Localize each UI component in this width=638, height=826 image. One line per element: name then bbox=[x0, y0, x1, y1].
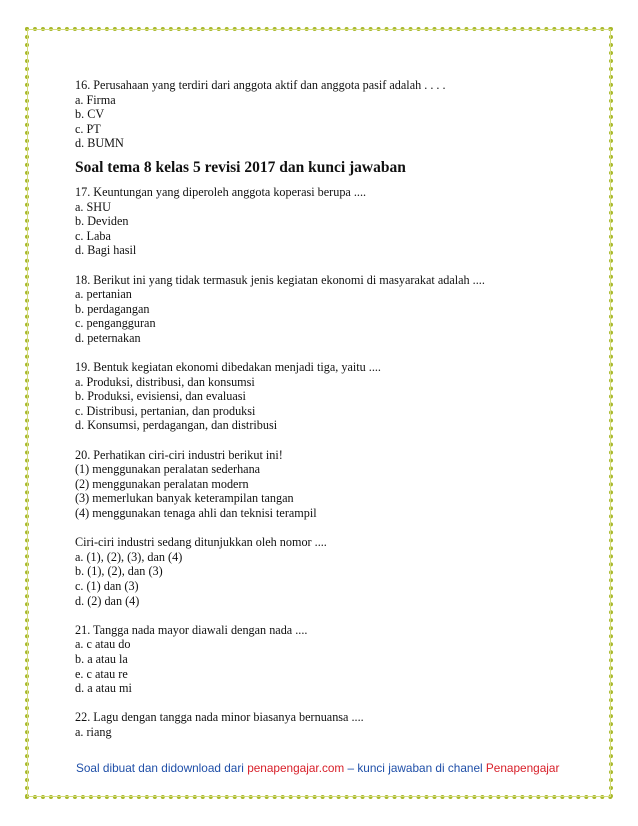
question-text: 21. Tangga nada mayor diawali dengan nada .... bbox=[75, 622, 308, 637]
answer-option: d. BUMN bbox=[75, 136, 124, 151]
question-text: 22. Lagu dengan tangga nada minor biasanya bernuansa .... bbox=[75, 710, 364, 725]
answer-option: c. Laba bbox=[75, 228, 111, 243]
question-text: 19. Bentuk kegiatan ekonomi dibedakan menjadi tiga, yaitu .... bbox=[75, 360, 381, 375]
answer-option: a. pertanian bbox=[75, 287, 132, 302]
answer-option: a. SHU bbox=[75, 199, 111, 214]
answer-option: b. Produksi, evisiensi, dan evaluasi bbox=[75, 389, 246, 404]
question-block bbox=[75, 535, 575, 608]
footer-channel-link[interactable]: Penapengajar bbox=[485, 761, 560, 775]
answer-option: d. Bagi hasil bbox=[75, 243, 137, 258]
answer-option: b. CV bbox=[75, 107, 105, 122]
question-block bbox=[75, 185, 575, 258]
question-block bbox=[75, 710, 575, 739]
answer-option: b. perdagangan bbox=[75, 301, 150, 316]
answer-option: c. pengangguran bbox=[75, 316, 156, 331]
answer-option: c. PT bbox=[75, 121, 101, 136]
question-block bbox=[75, 78, 575, 151]
question-text: 16. Perusahaan yang terdiri dari anggota aktif dan anggota pasif adalah . . . . bbox=[75, 78, 446, 92]
spacer bbox=[75, 521, 575, 536]
question-text: 18. Berikut ini yang tidak termasuk jenis kegiatan ekonomi di masyarakat adalah .... bbox=[75, 272, 485, 287]
answer-option: a. c atau do bbox=[75, 637, 131, 652]
answer-option: d. (2) dan (4) bbox=[75, 593, 140, 608]
question-text: Ciri-ciri industri sedang ditunjukkan oleh nomor .... bbox=[75, 535, 327, 550]
footer-site-link[interactable]: penapengajar.com bbox=[247, 761, 345, 775]
spacer bbox=[75, 608, 575, 623]
answer-option: (3) memerlukan banyak keterampilan tangan bbox=[75, 491, 294, 506]
answer-option: e. c atau re bbox=[75, 666, 128, 681]
answer-option: b. a atau la bbox=[75, 651, 128, 666]
answer-option: (2) menggunakan peralatan modern bbox=[75, 476, 249, 491]
question-block bbox=[75, 623, 575, 696]
question-text: 20. Perhatikan ciri-ciri industri berikut ini! bbox=[75, 447, 283, 462]
answer-option: (1) menggunakan peralatan sederhana bbox=[75, 462, 261, 477]
footer-note bbox=[76, 761, 596, 775]
answer-option: (4) menggunakan tenaga ahli dan teknisi terampil bbox=[75, 506, 317, 521]
question-block bbox=[75, 360, 575, 433]
answer-option: b. (1), (2), dan (3) bbox=[75, 564, 163, 579]
answer-option: c. Distribusi, pertanian, dan produksi bbox=[75, 403, 256, 418]
answer-option: d. a atau mi bbox=[75, 681, 132, 696]
document-body bbox=[75, 78, 575, 740]
question-block bbox=[75, 448, 575, 521]
answer-option: a. Firma bbox=[75, 92, 116, 107]
answer-option: d. Konsumsi, perdagangan, dan distribusi bbox=[75, 418, 278, 433]
answer-option: c. (1) dan (3) bbox=[75, 579, 139, 593]
answer-option: d. peternakan bbox=[75, 330, 141, 345]
spacer bbox=[75, 433, 575, 448]
answer-option: a. riang bbox=[75, 724, 112, 739]
question-text: 17. Keuntungan yang diperoleh anggota koperasi berupa .... bbox=[75, 184, 367, 199]
answer-option: b. Deviden bbox=[75, 214, 129, 229]
answer-option: a. Produksi, distribusi, dan konsumsi bbox=[75, 374, 255, 389]
spacer bbox=[75, 258, 575, 273]
answer-option: a. (1), (2), (3), dan (4) bbox=[75, 549, 183, 564]
spacer bbox=[75, 346, 575, 361]
section-heading: Soal tema 8 kelas 5 revisi 2017 dan kunci jawaban bbox=[75, 158, 406, 176]
question-block bbox=[75, 273, 575, 346]
footer-middle: – kunci jawaban di chanel bbox=[344, 761, 486, 775]
spacer bbox=[75, 696, 575, 711]
footer-prefix: Soal dibuat dan didownload dari bbox=[76, 761, 248, 775]
